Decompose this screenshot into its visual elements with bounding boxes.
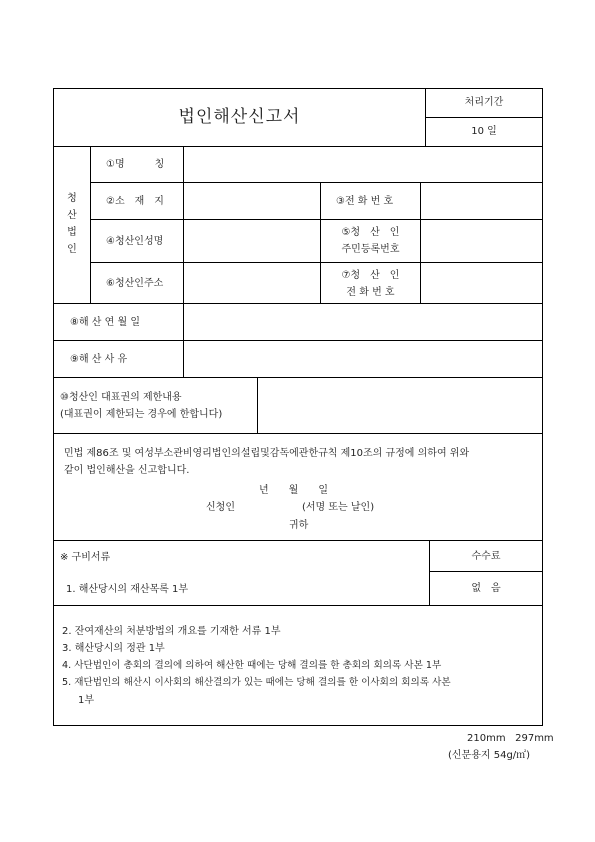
processing-period-label: 처리기간 <box>464 97 504 108</box>
document-item: 4. 사단법인이 총회의 결의에 의하여 해산한 때에는 당해 결의를 한 총회의 회의록 사본 1부 <box>62 660 442 671</box>
applicant-label: 신청인 <box>206 502 235 513</box>
liquidator-rrn-label: ⑤청 산 인 <box>341 227 400 238</box>
location-field[interactable] <box>184 183 320 219</box>
declaration-text: 민법 제86조 및 여성부소관비영리법인의설립및감독에관한규칙 제10조의 규정에 의하여 위와 <box>64 448 470 459</box>
liquidator-address-label: ⑥청산인주소 <box>106 278 164 289</box>
declaration-date: 년 월 일 <box>259 485 328 496</box>
fee-value: 없 음 <box>471 583 501 594</box>
restriction-label: (대표권이 제한되는 경우에 한합니다) <box>60 409 223 420</box>
documents-header: ※ 구비서류 <box>60 552 111 563</box>
liquidator-name-label: ④청산인성명 <box>106 236 164 247</box>
liquidator-phone-label: 전 화 번 호 <box>346 287 395 298</box>
liquidator-phone-field[interactable] <box>421 263 542 303</box>
processing-period-value: 10 일 <box>471 126 497 137</box>
liquidator-group-char: 인 <box>67 244 77 255</box>
liquidator-name-field[interactable] <box>184 220 320 262</box>
phone-label: ③전 화 번 호 <box>336 196 394 207</box>
dissolution-reason-label: ⑨해 산 사 유 <box>70 354 128 365</box>
dissolution-reason-field[interactable] <box>184 341 542 377</box>
liquidator-rrn-label: 주민등록번호 <box>341 244 400 255</box>
restriction-label: ⑩청산인 대표권의 제한내용 <box>60 392 182 403</box>
location-label: ②소 재 지 <box>106 196 164 207</box>
phone-field[interactable] <box>421 183 542 219</box>
document-item: 5. 재단법인의 해산시 이사회의 해산결의가 있는 때에는 당해 결의를 한 이사회의 회의록 사본 <box>62 677 451 688</box>
dissolution-date-label: ⑧해 산 연 월 일 <box>70 317 140 328</box>
name-label: ①명 칭 <box>106 159 165 170</box>
addressee: 귀하 <box>289 520 309 531</box>
restriction-field[interactable] <box>258 378 542 433</box>
document-item: 2. 잔여재산의 처분방법의 개요를 기재한 서류 1부 <box>62 626 281 637</box>
declaration-text: 같이 법인해산을 신고합니다. <box>64 465 190 476</box>
liquidator-group-char: 법 <box>67 227 77 238</box>
liquidator-group-char: 청 <box>67 193 77 204</box>
fee-label: 수수료 <box>471 551 501 562</box>
dissolution-date-field[interactable] <box>184 304 542 340</box>
paper-size: 210mm 297mm <box>467 733 554 744</box>
paper-type: (신문용지 54g/㎡) <box>448 750 531 761</box>
liquidator-group-char: 산 <box>67 210 77 221</box>
document-item: 1. 해산당시의 재산목록 1부 <box>66 584 189 595</box>
liquidator-rrn-field[interactable] <box>421 220 542 262</box>
signature-note: (서명 또는 날인) <box>302 502 375 513</box>
liquidator-address-field[interactable] <box>184 263 320 303</box>
name-field[interactable] <box>184 147 542 182</box>
document-item: 1부 <box>78 695 95 706</box>
document-item: 3. 해산당시의 정관 1부 <box>62 643 165 654</box>
form-title: 법인해산신고서 <box>178 107 301 127</box>
liquidator-phone-label: ⑦청 산 인 <box>341 270 400 281</box>
